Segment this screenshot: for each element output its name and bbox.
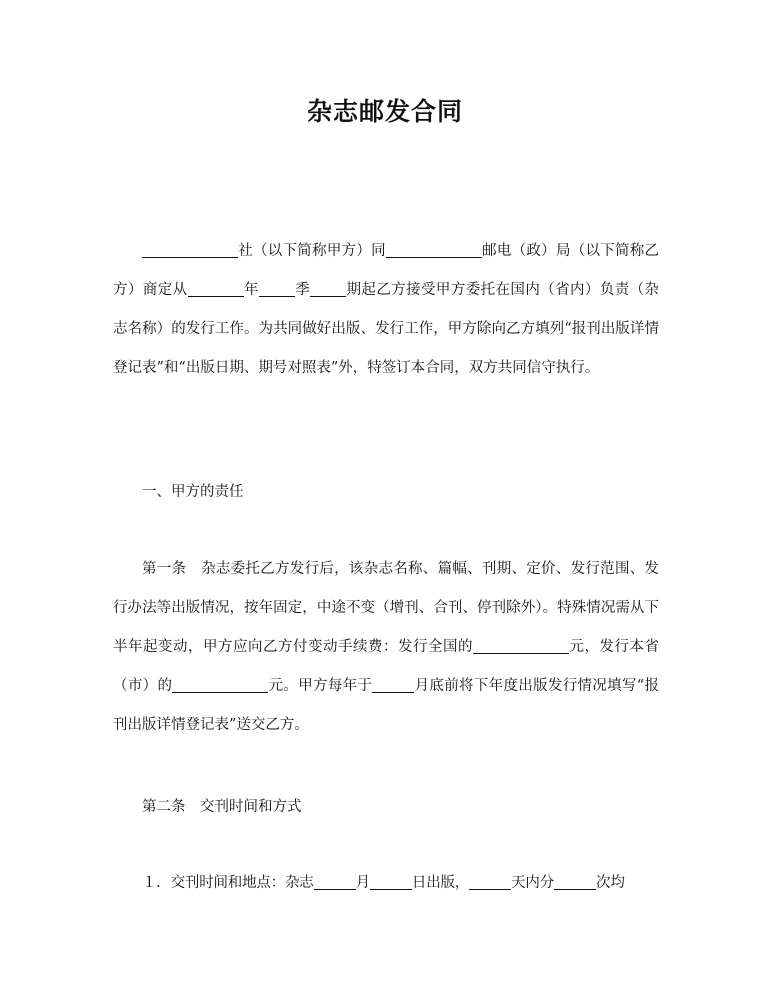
article-1-paragraph bbox=[113, 550, 659, 745]
intro-text-2: 邮电（政）局（以下简称乙方）商定从 bbox=[113, 243, 660, 298]
article-1-text-4: 月底前将下年度出版发行情况填写“报刊出版详情登记表”送交乙方。 bbox=[113, 678, 660, 733]
intro-text-4: 季 bbox=[294, 282, 311, 298]
blank-times bbox=[554, 874, 596, 890]
item-1-text-3: 日出版， bbox=[411, 875, 470, 891]
blank-month bbox=[372, 677, 414, 693]
item-1-text-5: 次均 bbox=[596, 875, 625, 891]
item-1-paragraph bbox=[113, 864, 659, 903]
article-1-text-3: 元。甲方每年于 bbox=[268, 678, 373, 694]
blank-fee-national bbox=[473, 638, 569, 654]
blank-publisher bbox=[142, 242, 238, 258]
intro-paragraph bbox=[113, 232, 659, 388]
article-2-heading: 第二条 交刊时间和方式 bbox=[142, 799, 302, 815]
article-1-text-2: 元，发行本省（市）的 bbox=[113, 639, 659, 694]
blank-fee-provincial bbox=[172, 677, 268, 693]
intro-text-3: 年 bbox=[243, 282, 259, 298]
blank-delivery-day bbox=[370, 874, 412, 890]
item-1-text-2: 月 bbox=[355, 875, 370, 891]
section-heading: 一、甲方的责任 bbox=[142, 484, 244, 500]
intro-text-1: 社（以下简称甲方）同 bbox=[238, 243, 386, 259]
intro-text-5: 期起乙方接受甲方委托在国内（省内）负责（杂志名称）的发行工作。为共同做好出版、发行工作，甲方除向乙方填列“报刊出版详情登记表”和“出版日期、期号对照表”外，特签订本合同，双方共同信守执行。 bbox=[113, 282, 660, 376]
blank-delivery-month bbox=[314, 874, 356, 890]
blank-postal-bureau bbox=[386, 242, 482, 258]
page-title: 杂志邮发合同 bbox=[306, 97, 463, 126]
blank-year bbox=[188, 281, 244, 297]
item-1-text-4: 天内分 bbox=[511, 875, 555, 891]
blank-quarter bbox=[259, 281, 295, 297]
blank-days bbox=[469, 874, 511, 890]
article-1-text-1: 第一条 杂志委托乙方发行后，该杂志名称、篇幅、刊期、定价、发行范围、发行办法等出版情况，按年固定，中途不变（增刊、合刊、停刊除外）。特殊情况需从下半年起变动，甲方应向乙方付变动手续费：发行全国的 bbox=[113, 561, 659, 655]
item-1-text-1: １．交刊时间和地点：杂志 bbox=[142, 875, 314, 891]
blank-issue bbox=[310, 281, 346, 297]
